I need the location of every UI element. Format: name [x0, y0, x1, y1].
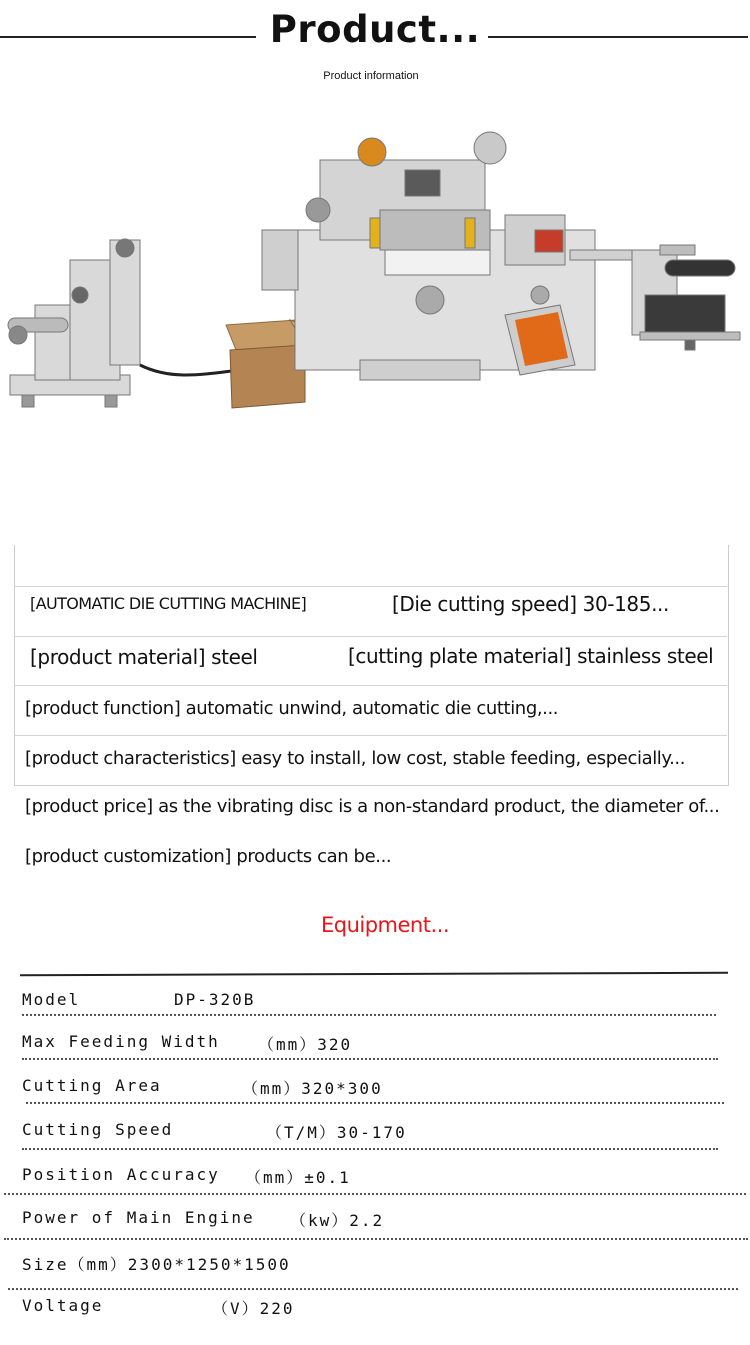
spec-value-position-accuracy: （mm）±0.1 [245, 1168, 351, 1187]
spec-label-power-main-engine: Power of Main Engine [22, 1208, 255, 1227]
spec-label-max-feeding-width: Max Feeding Width [22, 1032, 220, 1051]
die-cutting-speed: [Die cutting speed] 30-185... [392, 592, 669, 616]
info-row-divider [14, 636, 727, 637]
product-price: [product price] as the vibrating disc is a non-standard product, the diameter of... [25, 796, 720, 817]
spec-divider [22, 1148, 718, 1150]
spec-value-cutting-area: （mm）320*300 [242, 1079, 383, 1098]
machine-photo [0, 120, 750, 420]
spec-label-position-accuracy: Position Accuracy [22, 1165, 220, 1184]
info-row-divider [14, 586, 727, 587]
spec-label-cutting-speed: Cutting Speed [22, 1120, 174, 1139]
spec-label-size: Size（mm）2300*1250*1500 [22, 1255, 291, 1274]
product-material: [product material] steel [30, 645, 258, 669]
spec-value-voltage: （V）220 [212, 1299, 295, 1318]
spec-label-cutting-area: Cutting Area [22, 1076, 162, 1095]
cutting-plate-material: [cutting plate material] stainless steel [348, 644, 714, 668]
product-characteristics: [product characteristics] easy to install, low cost, stable feeding, especially... [25, 748, 686, 769]
spec-divider [22, 1058, 718, 1060]
spec-value-model: DP-320B [174, 990, 256, 1009]
spec-table-top-rule [20, 972, 728, 976]
spec-value-max-feeding-width: （mm）320 [258, 1035, 353, 1054]
product-customization: [product customization] products can be... [25, 846, 392, 867]
unwinder-unit [8, 239, 140, 407]
info-row-divider [14, 735, 727, 736]
info-row-divider [14, 685, 727, 686]
spec-divider [8, 1288, 738, 1290]
equipment-title: Equipment... [320, 913, 450, 937]
product-function: [product function] automatic unwind, automatic die cutting,... [25, 698, 559, 719]
page-subtitle: Product information [323, 70, 419, 82]
spec-value-cutting-speed: （T/M）30-170 [266, 1123, 407, 1142]
spec-value-power-main-engine: （kw）2.2 [290, 1211, 385, 1230]
spec-divider [4, 1238, 748, 1240]
spec-divider [4, 1193, 746, 1195]
spec-divider [26, 1102, 724, 1104]
spec-divider [22, 1014, 716, 1016]
spec-label-voltage: Voltage [22, 1296, 104, 1315]
spec-label-model: Model [22, 990, 81, 1009]
product-name: [AUTOMATIC DIE CUTTING MACHINE] [30, 594, 307, 613]
page-title: Product... [269, 8, 481, 51]
